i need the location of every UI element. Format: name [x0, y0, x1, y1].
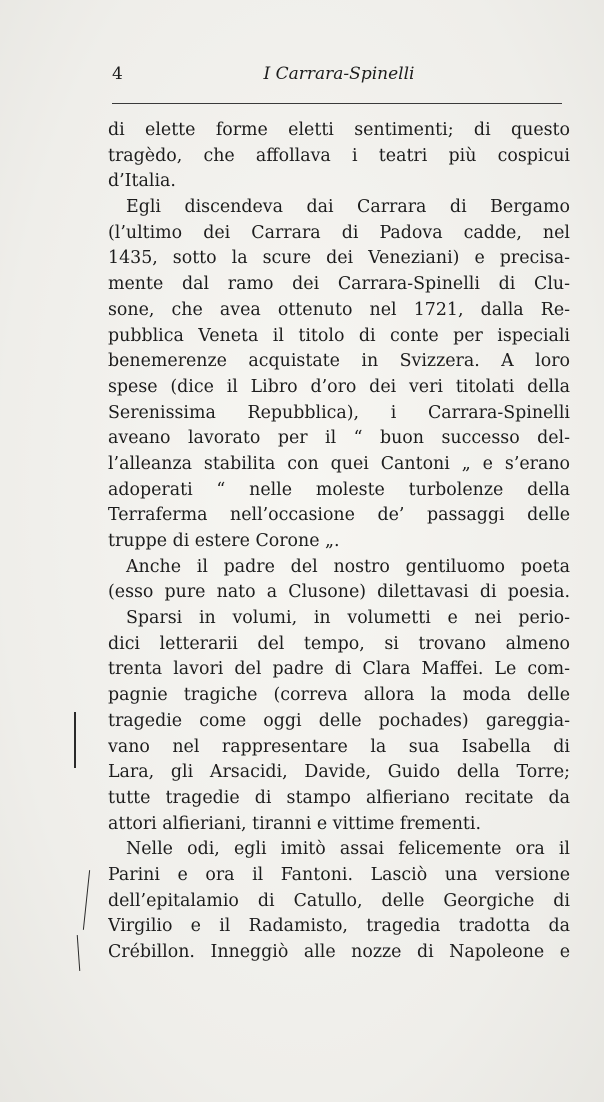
page-header [108, 64, 570, 88]
text-line: (l’ultimo dei Carrara di Padova cadde, nel [108, 222, 570, 243]
text-line: l’alleanza stabilita con quei Cantoni „ e s’erano [108, 453, 570, 474]
text-line: d’Italia. [108, 171, 176, 192]
margin-mark [74, 712, 76, 768]
text-line: pubblica Veneta il titolo di conte per ispeciali [108, 325, 570, 346]
text-line: mente dal ramo dei Carrara-Spinelli di Clu- [108, 274, 570, 295]
margin-mark [77, 935, 81, 971]
text-line: tragedie come oggi delle pochades) gareggia- [108, 710, 570, 731]
text-line: (esso pure nato a Clusone) dilettavasi di poesia. [108, 582, 570, 603]
text-line: sone, che avea ottenuto nel 1721, dalla Re- [108, 299, 570, 320]
text-line: trenta lavori del padre di Clara Maffei. Le com- [108, 659, 570, 680]
text-line: attori alfieriani, tiranni e vittime frementi. [108, 813, 481, 834]
text-line: Terraferma nell’occasione de’ passaggi delle [108, 505, 570, 526]
text-line: Virgilio e il Radamisto, tragedia tradotta da [108, 916, 570, 937]
body-text [108, 118, 570, 966]
text-line: Sparsi in volumi, in volumetti e nei perio- [126, 608, 570, 629]
text-line: adoperati “ nelle moleste turbolenze della [108, 479, 570, 500]
running-title: I Carrara-Spinelli [263, 64, 415, 84]
text-line: Serenissima Repubblica), i Carrara-Spinelli [108, 402, 570, 423]
text-line: truppe di estere Corone „. [108, 531, 340, 551]
text-line: dell’epitalamio di Catullo, delle Georgiche di [108, 890, 570, 911]
text-line: 1435, sotto la scure dei Veneziani) e precisa- [108, 248, 570, 269]
text-line: Egli discendeva dai Carrara di Bergamo [126, 197, 570, 218]
text-line: benemerenze acquistate in Svizzera. A loro [108, 351, 570, 372]
text-line: spese (dice il Libro d’oro dei veri titolati della [108, 376, 570, 397]
text-line: Nelle odi, egli imitò assai felicemente ora il [126, 839, 570, 860]
text-line: dici letterarii del tempo, si trovano almeno [108, 633, 570, 654]
page-number: 4 [112, 64, 123, 84]
text-line: aveano lavorato per il “ buon successo del- [108, 428, 570, 449]
text-line: vano nel rappresentare la sua Isabella di [108, 736, 570, 757]
margin-mark [83, 870, 90, 930]
text-line: tutte tragedie di stampo alfieriano recitate da [108, 787, 570, 808]
header-rule [112, 103, 562, 104]
text-line: Crébillon. Inneggiò alle nozze di Napoleone e [108, 942, 570, 962]
text-line: pagnie tragiche (correva allora la moda delle [108, 685, 570, 706]
text-line: Anche il padre del nostro gentiluomo poeta [126, 556, 570, 577]
text-line: tragèdo, che affollava i teatri più cospicui [108, 145, 570, 166]
text-line: di elette forme eletti sentimenti; di questo [108, 120, 570, 140]
text-line: Parini e ora il Fantoni. Lasciò una versione [108, 864, 570, 885]
text-line: Lara, gli Arsacidi, Davide, Guido della Torre; [108, 762, 570, 783]
